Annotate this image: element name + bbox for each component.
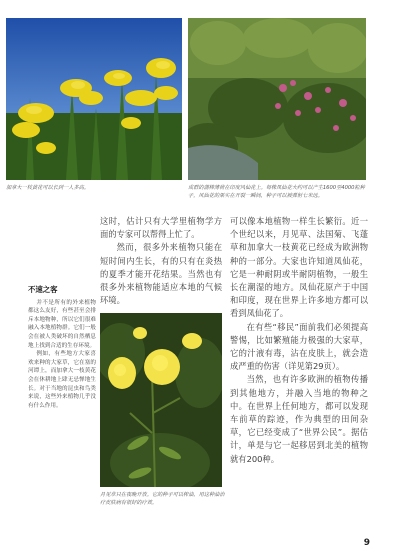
sidebar-paragraph-1: 并不是所有的外来植物都这么友好，有些甚至会排斥本地物种，所以它们很难融入本地植物群。它们一般会在被人类破坏的自然栖息地上找到合适的生存环境。 (28, 299, 96, 349)
sidebar-title: 不速之客 (28, 285, 58, 294)
primrose-caption: 月见草只在夜晚开放。它的种子可以榨油，用这种油治疗皮肤病有很好的疗效。 (100, 492, 225, 506)
primrose-photo (100, 313, 222, 487)
balsam-photo (188, 18, 366, 180)
page-number: 9 (363, 538, 370, 548)
right-column-text (230, 215, 368, 466)
goldenrod-caption: 加拿大一枝黄花可以长到一人多高。 (6, 185, 90, 191)
middle-paragraph-2: 然而，很多外来植物只能在短时间内生长，有的只有在炎热的夏季才能开花结果。当然也有很多外来植物能适应本地的气候环境。 (100, 242, 222, 306)
right-paragraph-2: 在有些“移民”面前我们必须提高警惕，比如繁殖能力极强的大家草，它的汁液有毒，沾在皮肤上，就会造成严重的伤害（详见第29页）。 (230, 321, 368, 372)
goldenrod-photo (6, 18, 182, 180)
right-paragraph-3: 当然，也有许多欧洲的植物传播到其他地方，并融入当地的物种之中。在世界上任何地方，都可以发现车前草的踪迹，作为典型的田间杂草，它已经变成了“世界公民”。据估计，单是与它一起移居到北美的植物就有200种。 (230, 374, 368, 464)
right-paragraph-1: 可以像本地植物一样生长繁衍。近一个世纪以来，月见草、法国菊、飞蓬草和加拿大一枝黄花已经成为欧洲物种的一部分。大家也许知道凤仙花，它是一种耐阴或半耐阴植物，一般生长在潮湿的地方。凤仙花原产于中国和印度，现在世界上许多地方都可以看到凤仙花了。 (230, 216, 368, 319)
middle-column-text (100, 215, 222, 307)
sidebar-box (28, 286, 96, 410)
sidebar-paragraph-2: 例如，有些地方大家喜欢来种的大家草，它在塞的河谭上，而加拿大一枝黄花会在休耕地上肆无忌惮地生长。对于当地的昆虫和鸟类来说，这些外来植物几乎没有什么作用。 (28, 351, 96, 409)
middle-paragraph-1: 这时，估计只有大学里植物学方面的专家可以帮得上忙了。 (100, 216, 222, 240)
balsam-caption: 成群的蒲棒薄荷在印度风仙花上。每株凤仙花大约可以产生1600至4000粒种子，风仙花的果实在开裂一瞬间，种子可以被弹射七米远。 (188, 185, 365, 199)
